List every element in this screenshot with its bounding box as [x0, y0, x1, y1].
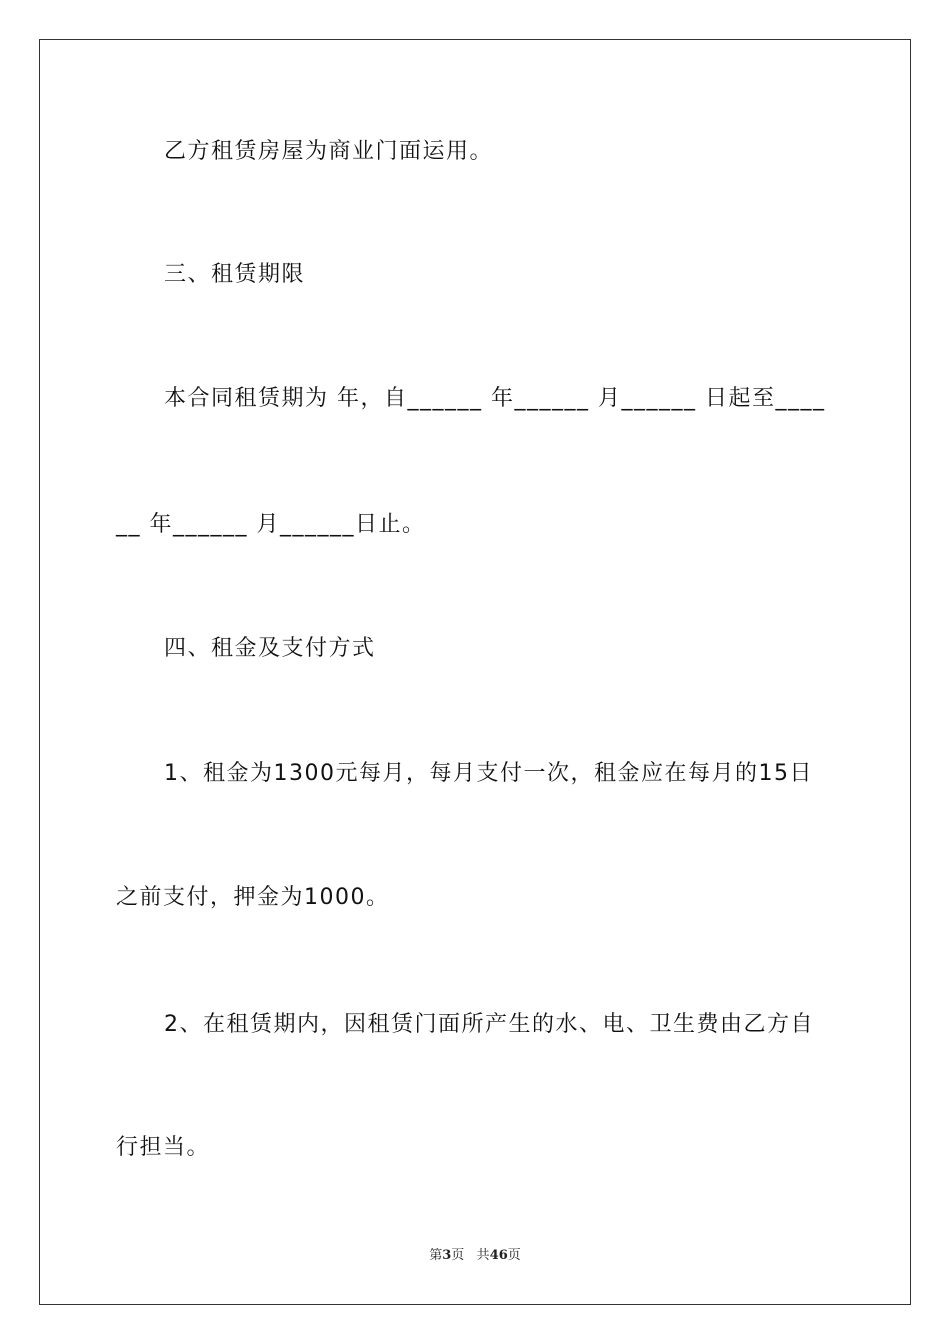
paragraph-rent-amount-continued: 之前支付，押金为1000。 [116, 885, 390, 910]
paragraph-utilities: 2、在租赁期内，因租赁门面所产生的水、电、卫生费由乙方自 [164, 1012, 814, 1037]
paragraph-rent-amount: 1、租金为1300元每月，每月支付一次，租金应在每月的15日 [164, 761, 813, 786]
footer-total-suffix: 页 [507, 1248, 521, 1263]
footer-page-suffix: 页 [451, 1248, 465, 1263]
page-frame [39, 39, 911, 1305]
paragraph-lease-term: 本合同租赁期为 年，自______ 年______ 月______ 日起至____ [164, 386, 826, 411]
section-heading-rent-payment: 四、租金及支付方式 [164, 636, 376, 661]
paragraph-utilities-continued: 行担当。 [116, 1135, 211, 1160]
footer-page-prefix: 第 [429, 1248, 443, 1263]
paragraph-usage: 乙方租赁房屋为商业门面运用。 [164, 139, 494, 164]
paragraph-lease-term-continued: __ 年______ 月______日止。 [116, 512, 426, 537]
footer-total-prefix: 共 [476, 1248, 490, 1263]
section-heading-lease-term: 三、租赁期限 [164, 262, 306, 287]
footer-page-number: 3 [442, 1248, 452, 1263]
page-footer [0, 1247, 950, 1265]
footer-total-pages: 46 [489, 1248, 508, 1263]
